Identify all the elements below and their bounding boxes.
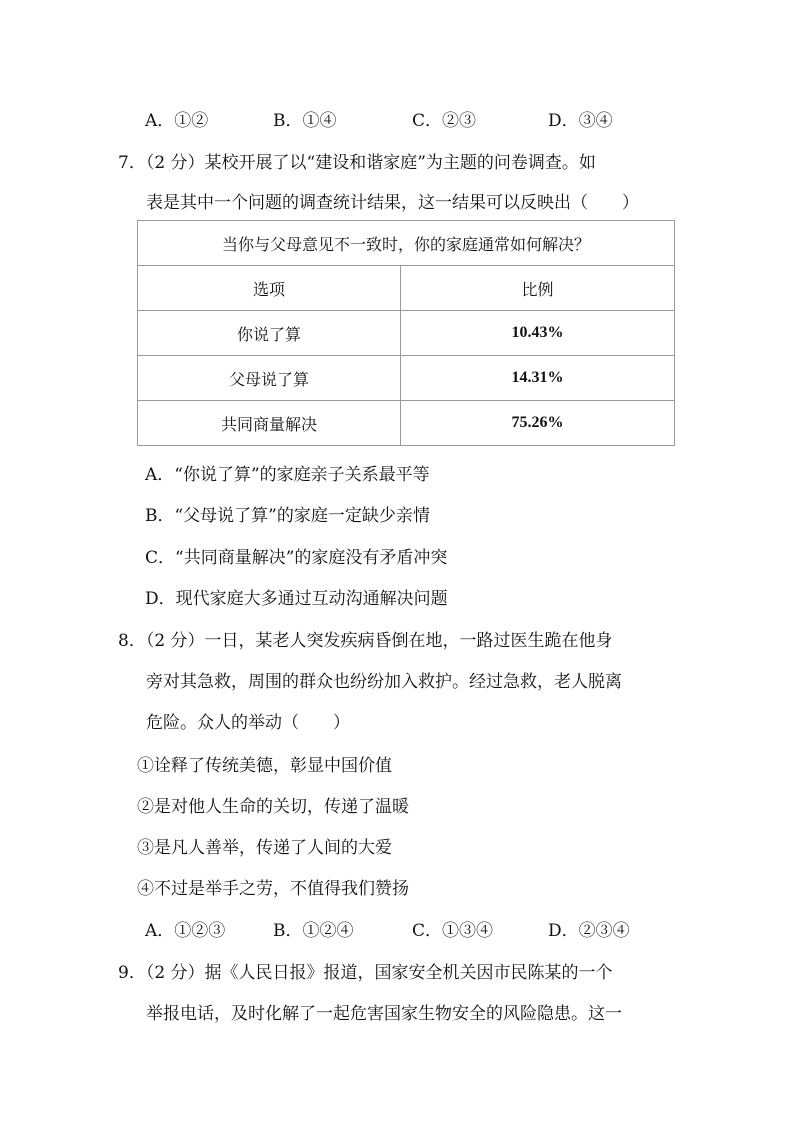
table-header-row [138, 266, 675, 311]
q8-stem-line1: 8．（2 分）一日，某老人突发疾病昏倒在地，一路过医生跪在他身 [118, 631, 613, 651]
table-header-option: 选项 [138, 266, 401, 311]
table-cell-ratio: 14.31% [401, 356, 675, 401]
table-cell-ratio: 75.26% [401, 401, 675, 446]
q9-stem-line1: 9．（2 分）据《人民日报》报道，国家安全机关因市民陈某的一个 [118, 963, 613, 983]
q8-statement-1: ①诠释了传统美德，彰显中国价值 [137, 756, 392, 776]
q6-option-d: D．③④ [548, 111, 613, 131]
survey-table-title: 当你与父母意见不一致时，你的家庭通常如何解决？ [138, 221, 675, 266]
q6-option-a: A．①② [145, 111, 209, 131]
table-row [138, 356, 675, 401]
q6-option-c: C．②③ [412, 111, 477, 131]
table-cell-option: 父母说了算 [138, 356, 401, 401]
q8-option-b: B．①②④ [273, 921, 354, 941]
q7-option-b: B．“父母说了算”的家庭一定缺少亲情 [145, 506, 430, 526]
q6-options [0, 106, 794, 132]
q9-stem-line2: 举报电话，及时化解了一起危害国家生物安全的风险隐患。这一 [146, 1004, 622, 1024]
survey-table [137, 220, 675, 446]
table-header-ratio: 比例 [401, 266, 675, 311]
q8-options [0, 916, 794, 942]
q8-statement-3: ③是凡人善举，传递了人间的大爱 [137, 838, 392, 858]
q7-option-a: A．“你说了算”的家庭亲子关系最平等 [145, 465, 430, 485]
table-row [138, 401, 675, 446]
table-row [138, 311, 675, 356]
q8-stem-line2: 旁对其急救，周围的群众也纷纷加入救护。经过急救，老人脱离 [146, 672, 622, 692]
q8-option-c: C．①③④ [412, 921, 494, 941]
q7-option-c: C．“共同商量解决”的家庭没有矛盾冲突 [145, 548, 448, 568]
q8-statement-4: ④不过是举手之劳，不值得我们赞扬 [137, 879, 409, 899]
table-cell-option: 你说了算 [138, 311, 401, 356]
q8-option-a: A．①②③ [145, 921, 226, 941]
q8-stem-line3: 危险。众人的举动（ ） [146, 713, 350, 733]
q6-option-b: B．①④ [273, 111, 337, 131]
q7-option-d: D．现代家庭大多通过互动沟通解决问题 [145, 589, 448, 609]
table-cell-ratio: 10.43% [401, 311, 675, 356]
q7-stem-line2: 表是其中一个问题的调查统计结果，这一结果可以反映出（ ） [146, 193, 639, 213]
q8-statement-2: ②是对他人生命的关切，传递了温暖 [137, 797, 409, 817]
table-cell-option: 共同商量解决 [138, 401, 401, 446]
q7-stem-line1: 7．（2 分）某校开展了以“建设和谐家庭”为主题的问卷调查。如 [118, 153, 596, 173]
q8-option-d: D．②③④ [548, 921, 630, 941]
